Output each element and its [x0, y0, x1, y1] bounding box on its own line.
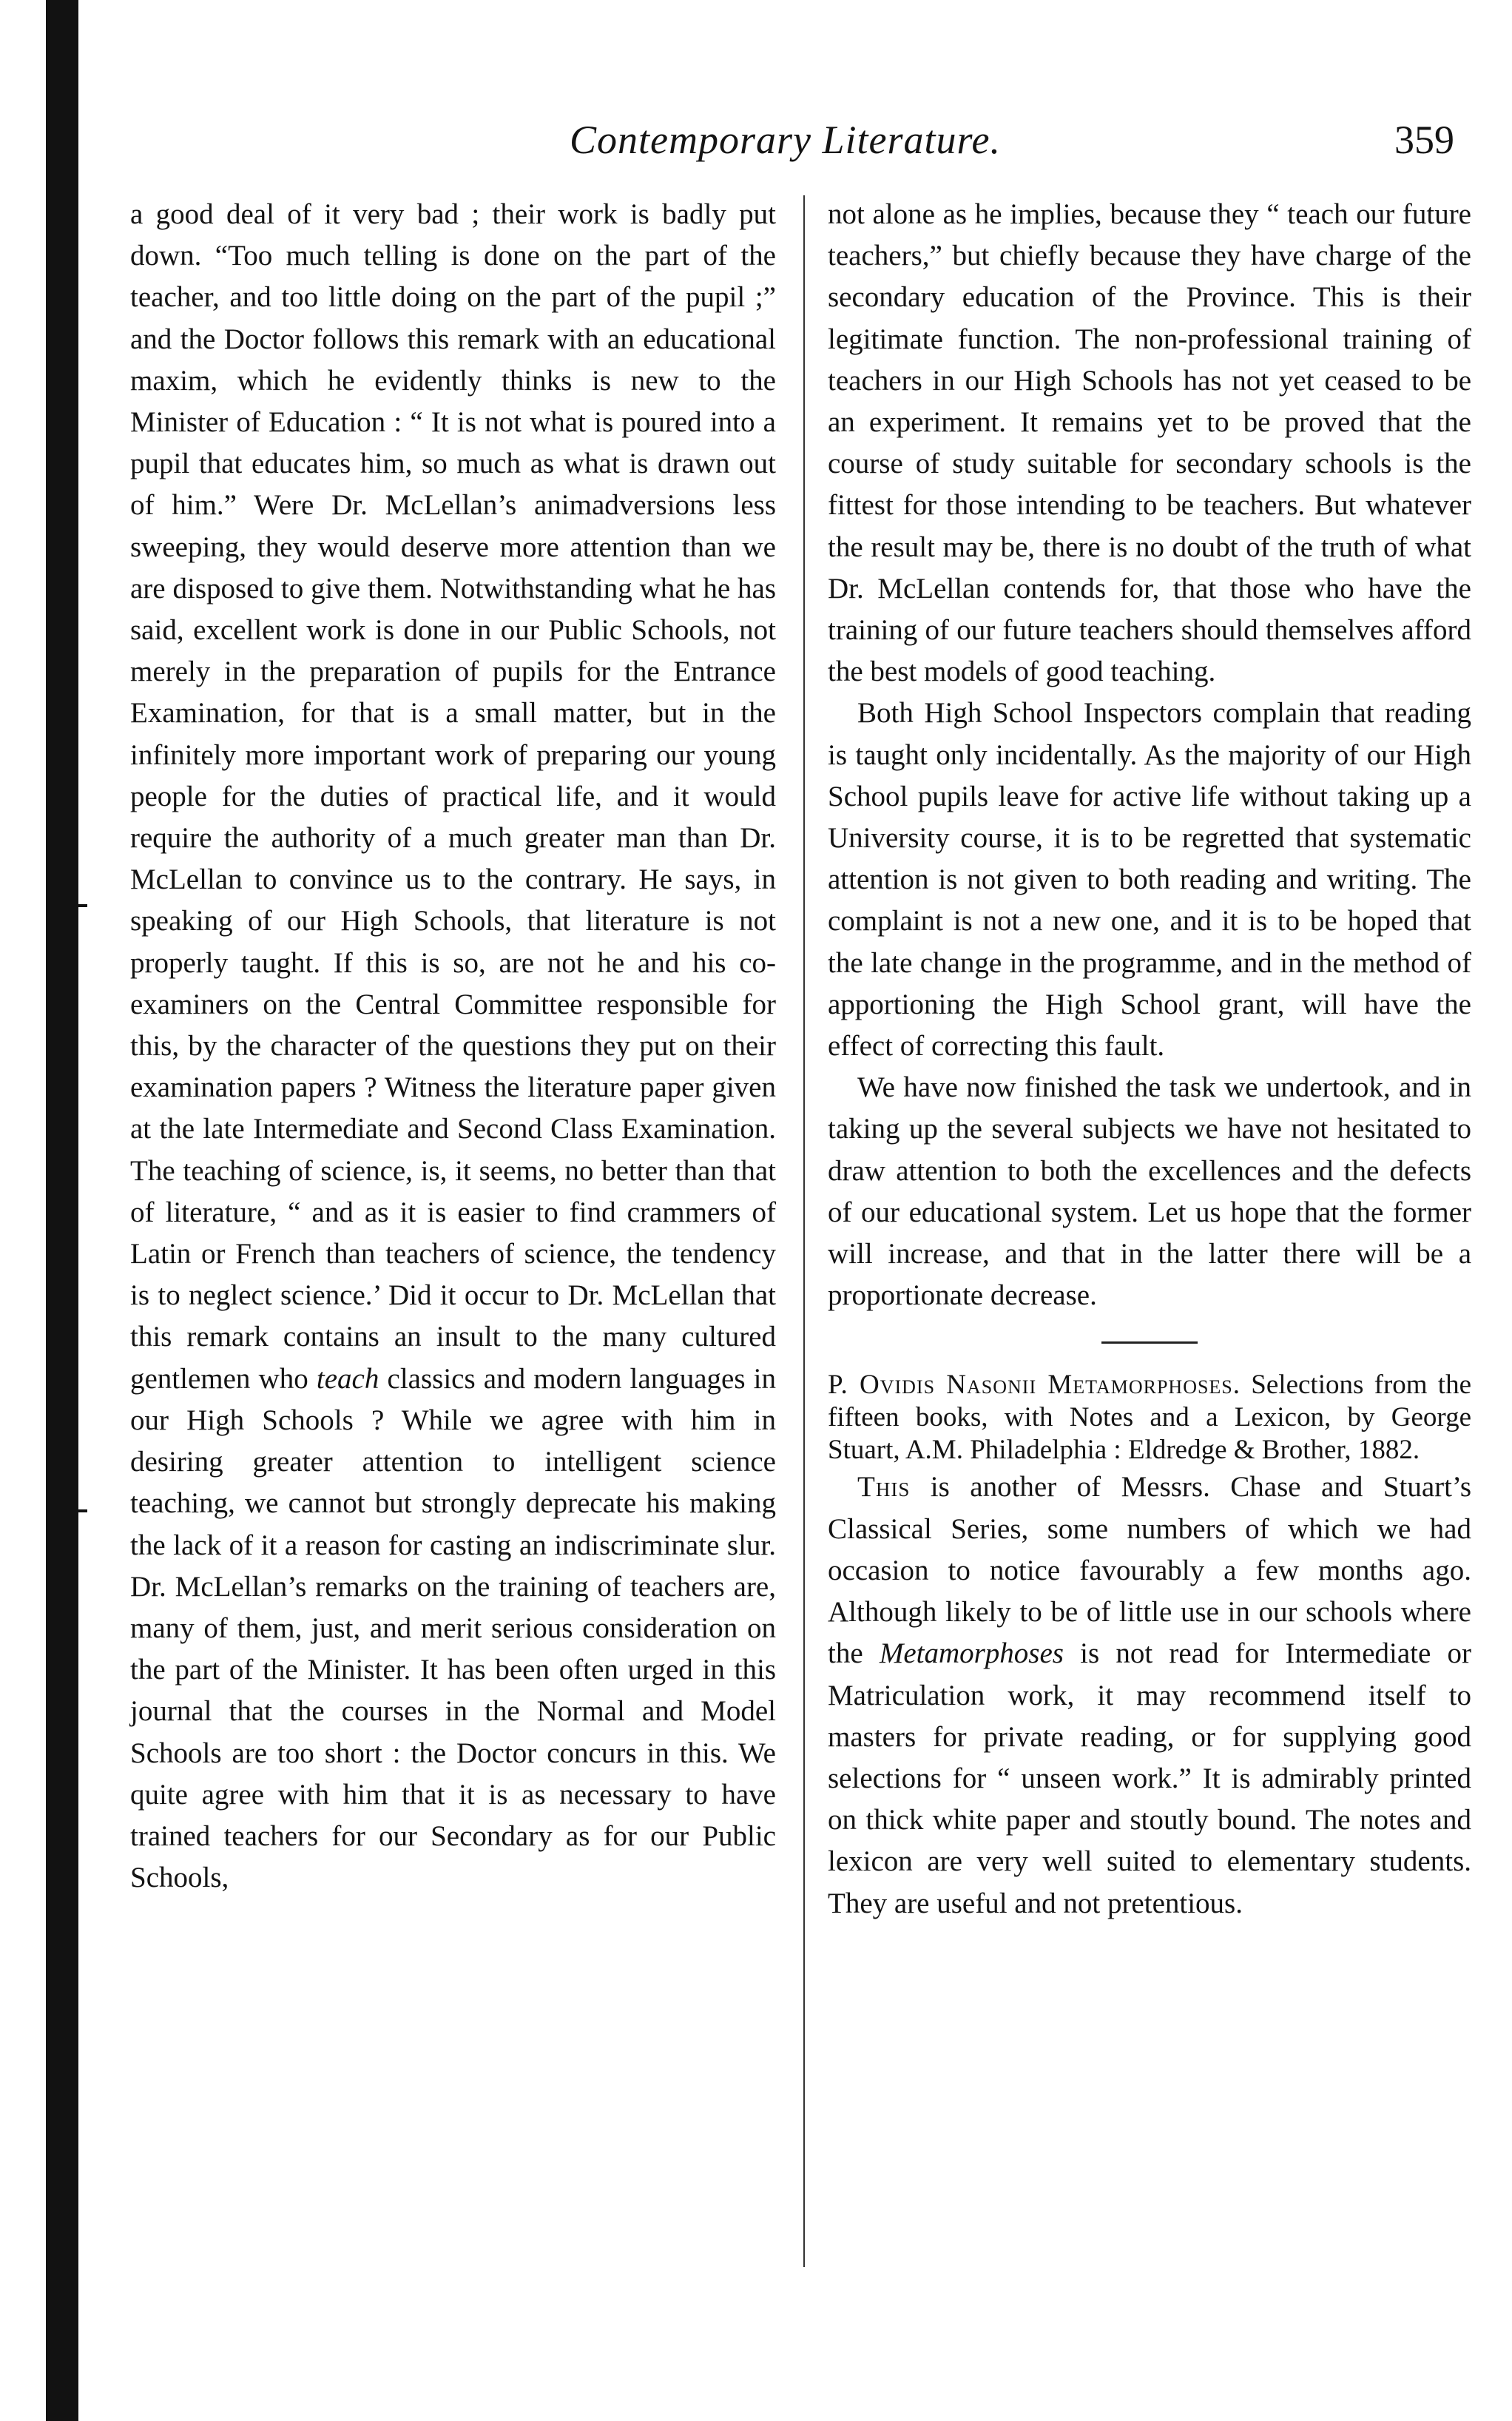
paragraph-text: classics and modern languages in our High Schools ? While we agree with him in desiring greater attention to intelligent science teaching, we cannot but strongly deprecate his making the lack of it a reason for casting an indiscriminate slur. Dr. McLellan’s remarks on the training of teachers are, many of them, just, and merit serious consideration on the part of the Minister. It has been often urged in this journal that the courses in the Normal and Model Schools are too short : the Doctor concurs in this. We quite agree with him that it is as necessary to have trained teachers for our Secondary as for our Public Schools,	[130, 1362, 776, 1894]
page-header	[0, 111, 1512, 170]
right-column	[828, 194, 1471, 1925]
emphasis-text: Metamorphoses	[879, 1637, 1064, 1670]
review-heading	[828, 1369, 1471, 1467]
spine-mark	[78, 1509, 87, 1512]
section-divider	[1101, 1341, 1198, 1344]
paragraph: We have now finished the task we undertook, and in taking up the several subjects we have not hesitated to draw attention to both the excellences and the defects of our educational system. Let us hope that the former will increase, and that in the latter there will be a proportionate decrease.	[828, 1071, 1471, 1312]
paragraph	[130, 194, 776, 1899]
review-paragraph	[828, 1467, 1471, 1924]
review-title: P. Ovidis Nasonii Metamorphoses.	[828, 1370, 1241, 1401]
paragraph-text: is another of Messrs. Chase and Stuart’s Classical Series, some numbers of which we had occasion to notice favourably a few months ago. Although likely to be of little use in our schools where the	[828, 1471, 1471, 1670]
paragraph-text: a good deal of it very bad ; their work is badly put down. “Too much telling is done on the part of the teacher, and too little doing on the part of the pupil ;” and the Doctor follows this remark with an educational maxim, which he evidently thinks is new to the Minister of Education : “ It is not what is poured into a pupil that educates him, so much as what is drawn out of him.” Were Dr. McLellan’s animadversions less sweeping, they would deserve more attention than we are disposed to give them. Notwithstanding what he has said, excellent work is done in our Public Schools, not merely in the preparation of pupils for the Entrance Examination, for that is a small matter, but in the infinitely more important work of preparing our young people for the duties of practical life, and it would require the authority of a much greater man than Dr. McLellan to convince us to the contrary. He says, in speaking of our High Schools, that literature is not properly taught. If this is so, are not he and his co-examiners on the Central Committee responsible for this, by the character of the questions they put on their examination papers ? Witness the literature paper given at the late Intermediate and Second Class Examination. The teaching of science, is, it seems, no better than that of literature, “ and as it is easier to find crammers of Latin or French than teachers of science, the tendency is to neglect science.’ Did it occur to Dr. McLellan that this remark contains an insult to the many cultured gentlemen who	[130, 198, 776, 1395]
left-column	[130, 194, 776, 1899]
review-details: Selections from the fifteen books, with Notes and a Lexicon, by George Stuart, A.M. Philadelphia : Eldredge & Brother, 1882.	[828, 1370, 1471, 1466]
paragraph-text: is not read for Intermediate or Matriculation work, it may recommend itself to masters for private reading, or for supplying good selections for “ unseen work.” It is admirably printed on thick white paper and stoutly bound. The notes and lexicon are very well suited to elementary students. They are useful and not pretentious.	[828, 1637, 1471, 1919]
running-title: Contemporary Literature.	[570, 118, 1001, 162]
spine-mark	[78, 904, 87, 907]
book-spine-shadow	[46, 0, 78, 2421]
paragraph: Both High School Inspectors complain that reading is taught only incidentally. As the majority of our High School pupils leave for active life without taking up a University course, it is to be regretted that systematic attention is not given to both reading and writing. The complaint is not a new one, and it is to be hoped that the late change in the programme, and in the method of apportioning the High School grant, will have the effect of correcting this fault.	[828, 697, 1471, 1063]
page-number: 359	[1394, 118, 1454, 162]
review-lead-word: This	[857, 1471, 911, 1504]
column-divider	[803, 195, 805, 2267]
emphasis-text: teach	[316, 1362, 379, 1395]
paragraph: not alone as he implies, because they “ teach our future teachers,” but chiefly because they have charge of the secondary education of the Province. This is their legitimate function. The non-professional training of teachers in our High Schools has not yet ceased to be an experiment. It remains yet to be proved that the course of study suitable for secondary schools is the fittest for those intending to be teachers. But whatever the result may be, there is no doubt of the truth of what Dr. McLellan contends for, that those who have the training of our future teachers should themselves afford the best models of good teaching.	[828, 198, 1471, 688]
